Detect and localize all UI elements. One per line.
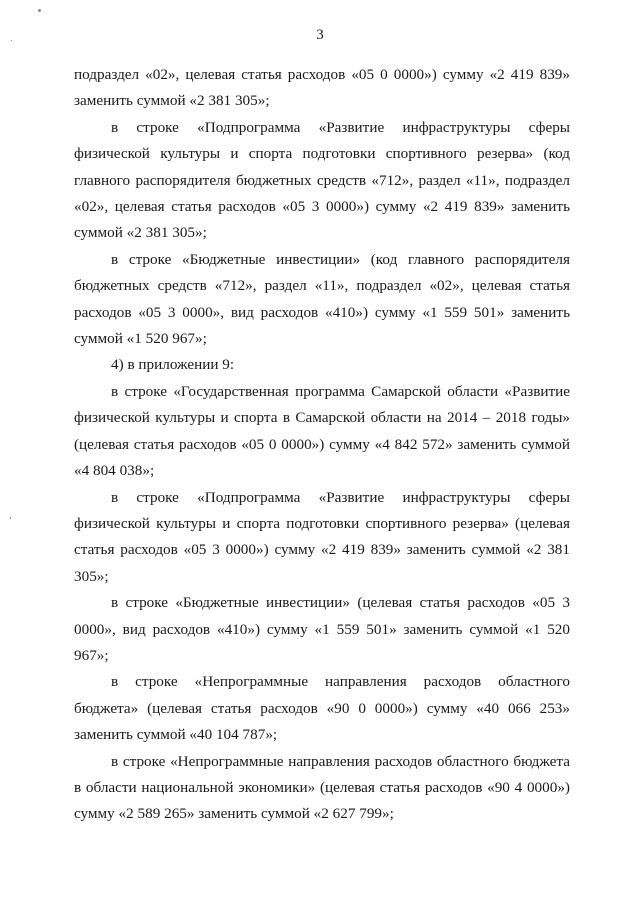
scan-speck-mark bbox=[38, 9, 41, 12]
paragraph-non-program-expenses: в строке «Непрограммные направления расходов областного бюджета» (целевая статья расходов «90 0 0000») сумму «40 066 253» заменить суммой «40 104 787»; bbox=[74, 673, 570, 744]
paragraph-state-program: в строке «Государственная программа Самарской области «Развитие физической культуры и спорта в Самарской области на 2014 – 2018 годы» (целевая статья расходов «05 0 0000») сумму «4 842 572» заменить суммой «4 804 038»; bbox=[74, 382, 570, 480]
document-body bbox=[74, 62, 570, 828]
paragraph-subprogram-infrastructure-2: в строке «Подпрограмма «Развитие инфраструктуры сферы физической культуры и спорта подготовки спортивного резерва» (целевая статья расходов «05 3 0000») сумму «2 419 839» заменить суммой «2 381 305»; bbox=[74, 488, 570, 585]
paragraph-subprogram-infrastructure: в строке «Подпрограмма «Развитие инфраструктуры сферы физической культуры и спорта подготовки спортивного резерва» (код главного распорядителя бюджетных средств «712», раздел «11», подраздел «02», целевая статья расходов «05 3 0000») сумму «2 419 839» заменить суммой «2 381 305»; bbox=[74, 118, 570, 242]
page-number: 3 bbox=[316, 27, 324, 43]
paragraph-continuation: подраздел «02», целевая статья расходов «05 0 0000») сумму «2 419 839» заменить суммой «2 381 305»; bbox=[74, 66, 570, 110]
paragraph-non-program-national-economy: в строке «Непрограммные направления расходов областного бюджета в области национальной экономики» (целевая статья расходов «90 4 0000») сумму «2 589 265» заменить суммой «2 627 799»; bbox=[74, 752, 570, 823]
paragraph-budget-investments: в строке «Бюджетные инвестиции» (код главного распорядителя бюджетных средств «712», раздел «11», подраздел «02», целевая статья расходов «05 3 0000», вид расходов «410») сумму «1 559 501» заменить суммой «1 520 967»; bbox=[74, 250, 570, 348]
scan-speck-mark bbox=[10, 517, 11, 519]
paragraph-appendix-9-heading: 4) в приложении 9: bbox=[111, 356, 235, 374]
paragraph-budget-investments-2: в строке «Бюджетные инвестиции» (целевая статья расходов «05 3 0000», вид расходов «410») сумму «1 559 501» заменить суммой «1 520 967»; bbox=[74, 594, 570, 664]
